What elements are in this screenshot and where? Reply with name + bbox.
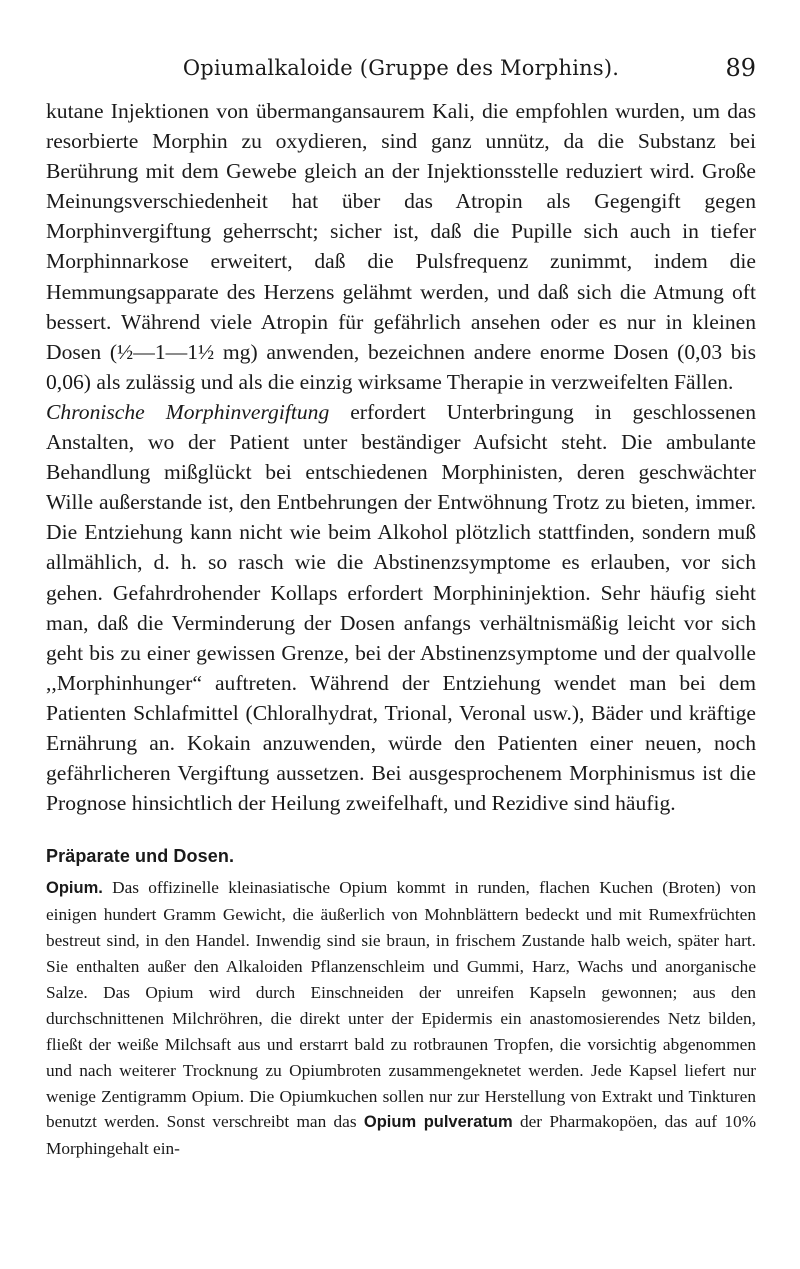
paragraph-1-text-continued: anwenden, bezeichnen andere enorme Dosen (0,03 bis 0,06) als zulässig und als die einzig wirksame Therapie in verzweifelten Fällen. [46,339,757,394]
runin-opium: Opium. [46,879,103,898]
book-page [46,0,756,1162]
paragraph-chronic [46,397,756,818]
paragraph-1-text: kutane Injektionen von übermangansaurem Kali, die empfohlen wurden, um das resorbierte Morphin zu oxydieren, sind ganz unnütz, da die Substanz bei Berührung mit dem Gewebe gleich an der Injektionsstelle reduziert wird. Große Meinungsverschiedenheit hat über das Atropin als Gegengift gegen Morphinvergiftung geherrscht; sicher ist, daß die Pupille sich auch in tiefer Morphinnarkose erweitert, daß die Pulsfrequenz zunimmt, indem die Hemmungsapparate des Herzens gelähmt werden, und daß sich die Atmung oft bessert. Während viele Atropin für gefährlich ansehen oder es nur in kleinen Dosen [46,99,756,364]
running-header [46,0,756,96]
main-text [46,96,756,818]
page-number: 89 [725,54,756,82]
runin-opium-pulveratum: Opium pulveratum [363,1113,513,1132]
opium-text: Das offizinelle kleinasiatische Opium kommt in runden, flachen Kuchen (Broten) von einigen hundert Gramm Gewicht, die äußerlich von Mohnblättern bedeckt und mit Rumexfrüchten bestreut sind, in den Handel. Inwendig sind sie braun, in frischem Zustande halb weich, später hart. Sie enthalten außer den Alkaloiden Pflanzenschleim und Gummi, Harz, Wachs und anorganische Salze. Das Opium wird durch Einschneiden der unreifen Kapseln gewonnen; aus den durchschnittenen Milchröhren, die direkt unter der Epidermis ein anastomosierendes Netz bilden, fließt der weiße Milchsaft aus und erstarrt bald zu rotbraunen Tropfen, die vorsichtig abgenommen und nach weiterer Trocknung zu Opiumbroten zusammengeknetet werden. Jede Kapsel liefert nur wenige Zentigramm Opium. Die Opiumkuchen sollen nur zur Herstellung von Extrakt und Tinkturen benutzt werden. Sonst verschreibt man das [46,878,756,1132]
dose-range: (½—1—1½ mg) [109,339,258,364]
italic-lead: Chronische Morphinvergiftung [46,399,330,424]
opium-text-continued: der Pharmakopöen, das auf 10% Morphingehalt ein- [46,1112,757,1159]
paragraph-atropin [46,96,756,397]
running-title: Opiumalkaloide (Gruppe des Morphins). [182,56,620,80]
section-heading: Präparate und Dosen. [46,846,235,867]
paragraph-2-text: erfordert Unterbringung in geschlossenen Anstalten, wo der Patient unter beständiger Aufsicht steht. Die ambulante Behandlung mißglückt bei entschiedenen Morphinisten, deren geschwächter Wille außerstande ist, den Entbehrungen der Entwöhnung Trotz zu bieten, immer. Die Entziehung kann nicht wie beim Alkohol plötzlich stattfinden, sondern muß allmählich, d. h. so rasch wie die Abstinenzsymptome es erlauben, vor sich gehen. Gefahrdrohender Kollaps erfordert Morphininjektion. Sehr häufig sieht man, daß die Verminderung der Dosen anfangs verhältnismäßig leicht vor sich geht bis zu einer gewissen Grenze, bei der Abstinenzsymptome und der qualvolle ,,Morphinhunger“ auftreten. Während der Entziehung wendet man bei dem Patienten Schlafmittel (Chloralhydrat, Trional, Veronal usw.), Bäder und kräftige Ernährung an. Kokain anzuwenden, würde den Patienten einer neuen, noch gefährlicheren Vergiftung aussetzen. Bei ausgesprochenem Morphinismus ist die Prognose hinsichtlich der Heilung zweifelhaft, und Rezidive sind häufig. [46,399,757,816]
opium-paragraph [46,875,756,1162]
